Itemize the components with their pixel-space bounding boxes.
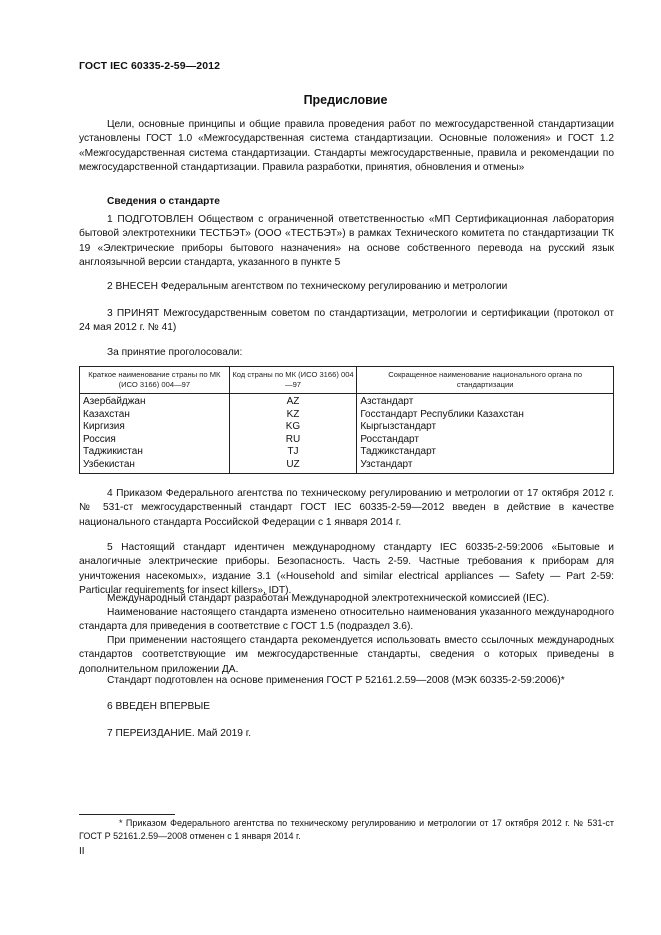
standards-body: Узстандарт: [360, 458, 413, 470]
item-5-paragraph: 5 Настоящий стандарт идентичен международному стандарту IEC 60335-2-59:2006 «Бытовые и аналогичные электрические приборы. Безопасность. Часть 2-59. Частные требования к приборам для уничтожения насекомых», издание 3.1 («Household and similar electrical appliances — Safety — Part 2-59: Particular requirements for insect killers», IDT).: [79, 542, 614, 596]
item-7-paragraph: 7 ПЕРЕИЗДАНИЕ. Май 2019 г.: [107, 728, 252, 739]
page-title: Предисловие: [303, 93, 388, 107]
item-2-paragraph: 2 ВНЕСЕН Федеральным агентством по техническому регулированию и метрологии: [107, 281, 508, 292]
standards-body: Кыргызстандарт: [360, 421, 437, 433]
standards-body: Госстандарт Республики Казахстан: [360, 408, 524, 420]
voting-table: [79, 366, 614, 474]
header-country-code: Код страны по МК (ИСО 3166) 004—97: [229, 367, 357, 394]
item-4-paragraph: 4 Приказом Федерального агентства по техническому регулированию и метрологии от 17 октября 2012 г. № 531-ст межгосударственный стандарт ГОСТ IEC 60335-2-59—2012 введен в действие в качестве национального стандарта Российской Федерации с 1 января 2014 г.: [79, 488, 614, 528]
country-name: Россия: [83, 433, 116, 445]
document-header-id: ГОСТ IEC 60335-2-59—2012: [79, 60, 221, 72]
country-name: Казахстан: [83, 408, 130, 420]
country-name: Азербайджан: [83, 396, 146, 407]
country-code: AZ: [286, 396, 300, 407]
intro-paragraph: Цели, основные принципы и общие правила проведения работ по межгосударственной стандартизации установлены ГОСТ 1.0 «Межгосударственная система стандартизации. Основные положения» и ГОСТ 1.2 «Межгосударственная система стандартизации. Стандарты межгосударственные, правила и рекомендации по межгосударственной стандартизации. Правила разработки, принятия, обновления и отмены»: [79, 119, 614, 173]
country-code: UZ: [286, 458, 300, 470]
country-code: KZ: [286, 408, 300, 420]
section-heading: Сведения о стандарте: [107, 196, 220, 207]
country-code: TJ: [287, 446, 299, 458]
page-number: II: [79, 846, 85, 857]
header-standards-body: Сокращенное наименование национального органа по стандартизации: [357, 367, 614, 394]
item-6-paragraph: 6 ВВЕДЕН ВПЕРВЫЕ: [107, 701, 211, 712]
footnote: * Приказом Федерального агентства по техническому регулированию и метрологии от 17 октября 2012 г. № 531-ст ГОСТ Р 52161.2.59—2008 отменен с 1 января 2014 г.: [79, 818, 614, 841]
standards-body: Азстандарт: [360, 396, 414, 407]
table-header-row: [80, 367, 614, 394]
header-country-name: Краткое наименование страны по МК (ИСО 3166) 004—97: [80, 367, 230, 394]
item-3-paragraph: 3 ПРИНЯТ Межгосударственным советом по стандартизации, метрологии и сертификации (протокол от 24 мая 2012 г. № 41): [79, 308, 614, 334]
table-row: [80, 394, 614, 474]
item-5-references-paragraph: При применении настоящего стандарта рекомендуется использовать вместо ссылочных международных стандартов соответствующие им межгосударственные стандарты, сведения о которых приведены в дополнительном приложении ДА.: [79, 635, 614, 675]
country-code: KG: [285, 421, 301, 433]
country-name: Узбекистан: [83, 458, 135, 470]
standards-body: Таджикстандарт: [360, 446, 437, 458]
vote-label: За принятие проголосовали:: [107, 347, 243, 358]
item-1-paragraph: 1 ПОДГОТОВЛЕН Обществом с ограниченной ответственностью «МП Сертификационная лаборатория бытовой электротехники ТЕСТБЭТ» (ООО «ТЕСТБЭТ») в рамках Технического комитета по стандартизации ТК 19 «Электрические приборы бытового назначения» на основе собственного перевода на русский язык англоязычной версии стандарта, указанного в пункте 5: [79, 214, 614, 268]
country-names-cell: [80, 394, 230, 474]
country-codes-cell: [229, 394, 357, 474]
country-name: Киргизия: [83, 421, 125, 433]
footnote-separator: [79, 814, 175, 815]
country-code: RU: [285, 433, 301, 445]
standards-body: Росстандарт: [360, 433, 419, 445]
item-5-basis-paragraph: Стандарт подготовлен на основе применения ГОСТ Р 52161.2.59—2008 (МЭК 60335-2-59:2006)*: [107, 675, 565, 686]
standards-bodies-cell: [357, 394, 614, 474]
item-5-title-change-paragraph: Наименование настоящего стандарта изменено относительно наименования указанного международного стандарта для приведения в соответствие с ГОСТ 1.5 (подраздел 3.6).: [79, 607, 614, 633]
item-5-iec-paragraph: Международный стандарт разработан Международной электротехнической комиссией (IEC).: [107, 593, 550, 604]
country-name: Таджикистан: [83, 446, 143, 458]
